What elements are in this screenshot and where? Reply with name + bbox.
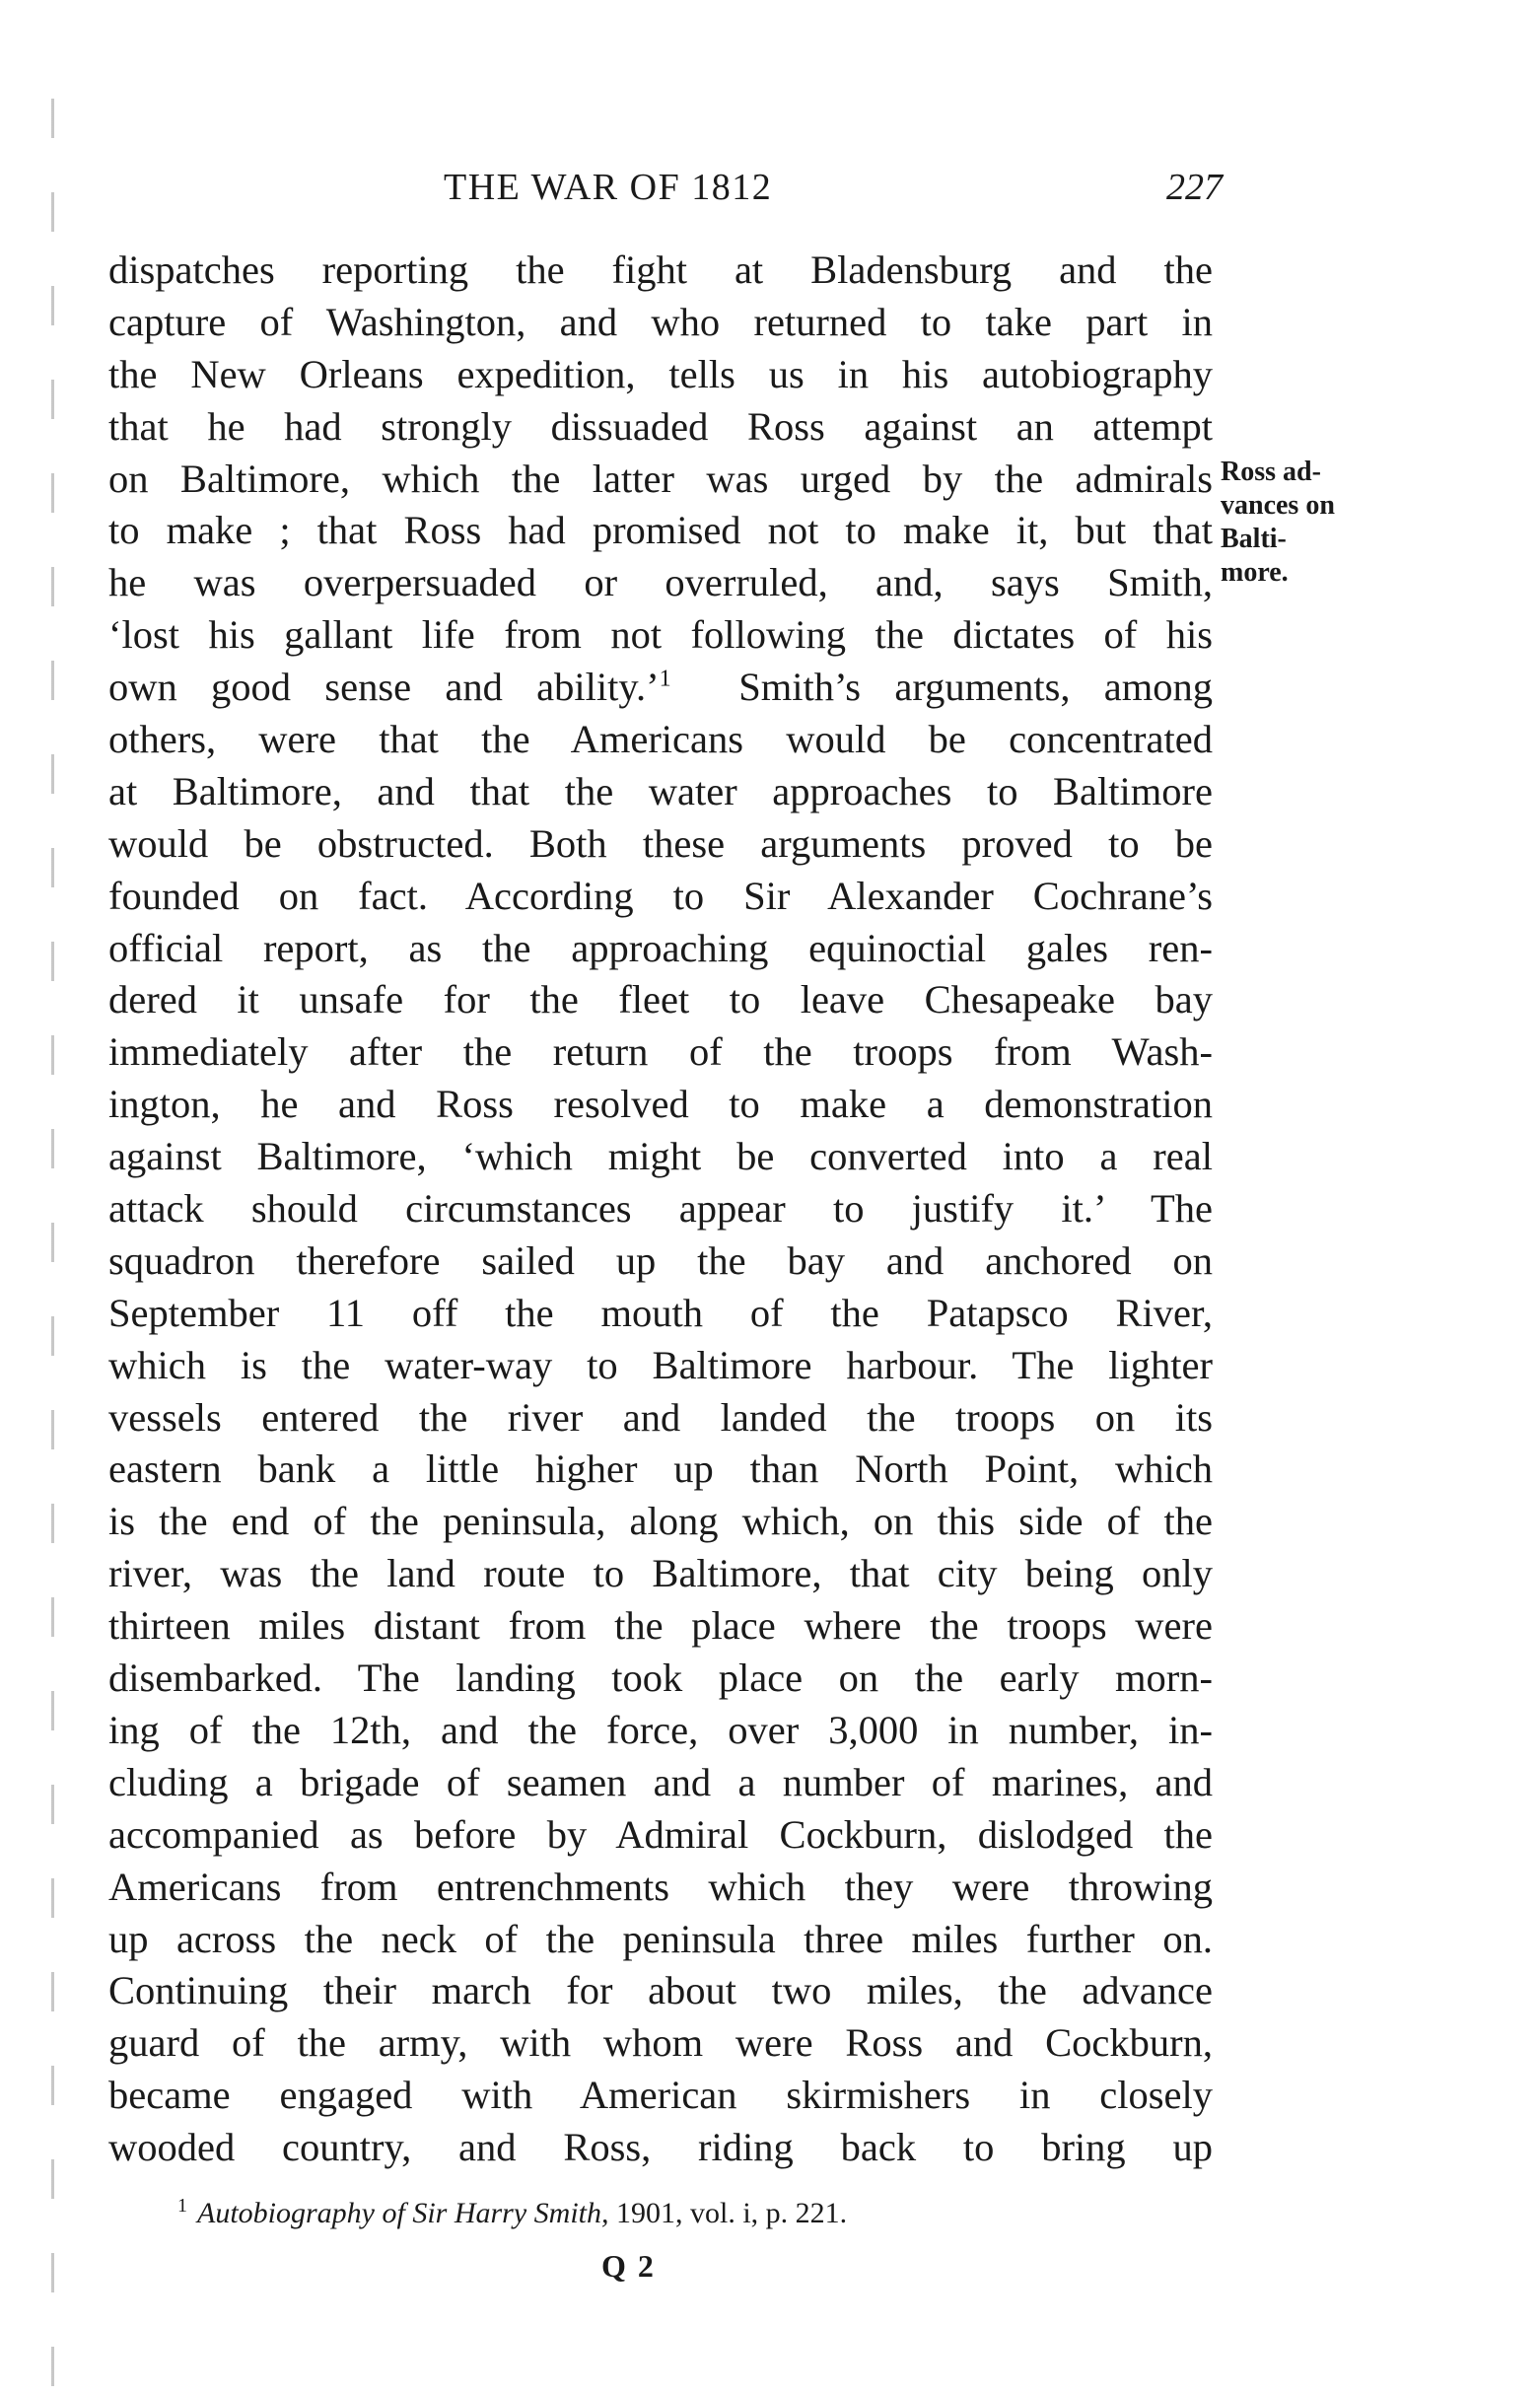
text-line-part: own good sense and ability.’ xyxy=(108,665,660,710)
text-line: ing of the 12th, and the force, over 3,000 in number, in- xyxy=(108,1707,1213,1752)
text-line: vessels entered the river and landed the troops on its xyxy=(108,1394,1213,1440)
margin-sidenote xyxy=(1221,456,1388,590)
text-line: became engaged with American skirmishers in closely xyxy=(108,2073,1213,2118)
text-line: river, was the land route to Baltimore, that city being only xyxy=(108,1551,1213,1596)
page-header xyxy=(108,166,1223,225)
text-line: wooded country, and Ross, riding back to bring up xyxy=(108,2125,1213,2170)
text-line: dered it unsafe for the fleet to leave Chesapeake bay xyxy=(108,977,1213,1022)
footnote-title: Autobiography of Sir Harry Smith, xyxy=(197,2197,609,2229)
sidenote-line: Balti- xyxy=(1221,524,1287,554)
text-line: would be obstructed. Both these arguments proved to be xyxy=(108,820,1213,866)
text-line: to make ; that Ross had promised not to make it, but that xyxy=(108,508,1213,553)
text-line: disembarked. The landing took place on the early morn- xyxy=(108,1656,1213,1701)
text-line: on Baltimore, which the latter was urged by the admirals xyxy=(108,456,1213,501)
text-line: others, were that the Americans would be concentrated xyxy=(108,717,1213,762)
text-line-part: Smith’s arguments, among xyxy=(738,665,1213,710)
text-line: is the end of the peninsula, along which, on this side of the xyxy=(108,1499,1213,1544)
text-line: capture of Washington, and who returned to take part in xyxy=(108,299,1213,344)
text-line: immediately after the return of the troops from Wash- xyxy=(108,1029,1213,1075)
text-line: he was overpersuaded or overruled, and, says Smith, xyxy=(108,560,1213,605)
text-line: against Baltimore, ‘which might be converted into a real xyxy=(108,1134,1213,1179)
sidenote-line: more. xyxy=(1221,557,1289,588)
sidenote-line: vances on xyxy=(1221,490,1335,521)
text-line: official report, as the approaching equinoctial gales ren- xyxy=(108,925,1213,970)
text-line: dispatches reporting the fight at Bladensburg and the xyxy=(108,247,1213,292)
text-line: founded on fact. According to Sir Alexander Cochrane’s xyxy=(108,873,1213,918)
sidenote-line: Ross ad- xyxy=(1221,457,1321,487)
running-title: THE WAR OF 1812 xyxy=(444,167,773,208)
footnote-marker: 1 xyxy=(177,2195,187,2217)
text-line: September 11 off the mouth of the Patapsco River, xyxy=(108,1290,1213,1335)
page-number: 227 xyxy=(1166,167,1223,208)
body-text xyxy=(108,245,1213,2174)
text-line-with-footnote-ref xyxy=(108,662,1213,714)
text-line: eastern bank a little higher up than North Point, which xyxy=(108,1446,1213,1492)
text-line: up across the neck of the peninsula three miles further on. xyxy=(108,1916,1213,1961)
text-line: cluding a brigade of seamen and a number of marines, and xyxy=(108,1759,1213,1804)
text-line: Americans from entrenchments which they were throwing xyxy=(108,1864,1213,1909)
text-line: that he had strongly dissuaded Ross against an attempt xyxy=(108,403,1213,449)
text-line: Continuing their march for about two miles, the advance xyxy=(108,1968,1213,2013)
text-line: ‘lost his gallant life from not following the dictates of his xyxy=(108,612,1213,658)
text-line: accompanied as before by Admiral Cockburn, dislodged the xyxy=(108,1811,1213,1857)
page-binding-shadow xyxy=(51,99,54,2386)
text-line: guard of the army, with whom were Ross and Cockburn, xyxy=(108,2020,1213,2066)
text-line: which is the water-way to Baltimore harbour. The lighter xyxy=(108,1342,1213,1387)
text-line: squadron therefore sailed up the bay and anchored on xyxy=(108,1237,1213,1283)
text-line: thirteen miles distant from the place where the troops were xyxy=(108,1603,1213,1649)
text-line: at Baltimore, and that the water approaches to Baltimore xyxy=(108,768,1213,813)
footnote-reference: 1 xyxy=(659,666,671,692)
text-line: ington, he and Ross resolved to make a demonstration xyxy=(108,1082,1213,1127)
footnote xyxy=(177,2195,847,2230)
signature-mark: Q 2 xyxy=(601,2248,656,2284)
text-line: the New Orleans expedition, tells us in his autobiography xyxy=(108,351,1213,396)
footnote-details: 1901, vol. i, p. 221. xyxy=(616,2197,848,2229)
text-line: attack should circumstances appear to justify it.’ The xyxy=(108,1186,1213,1232)
